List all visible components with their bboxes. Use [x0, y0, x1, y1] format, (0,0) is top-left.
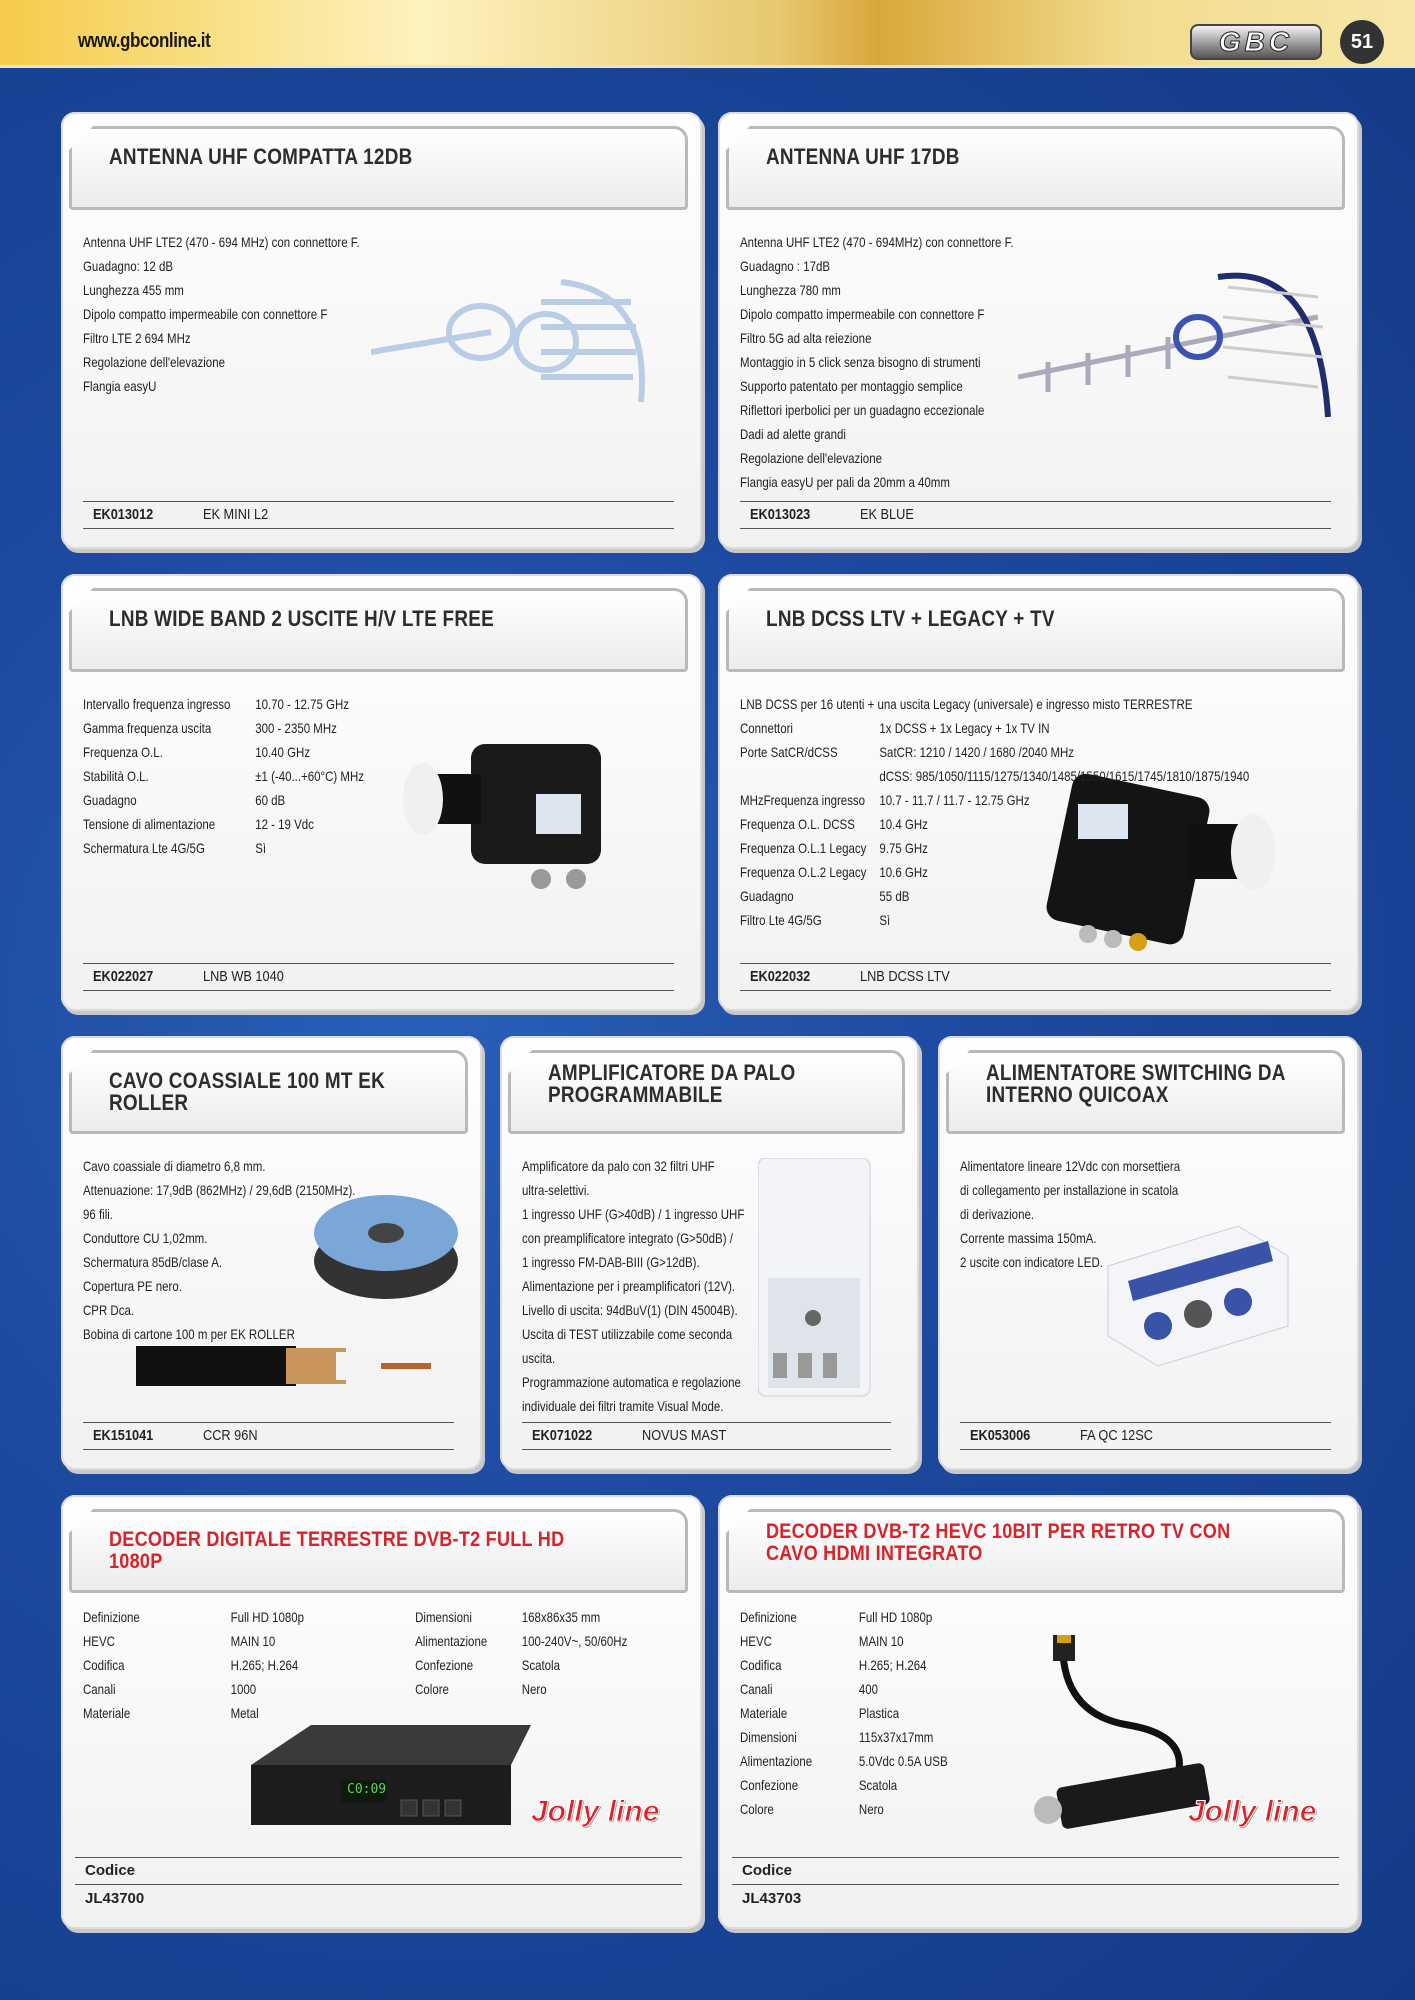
spec-line: Antenna UHF LTE2 (470 - 694 MHz) con connettore F.: [83, 234, 360, 250]
spec-column-right: [415, 1605, 627, 1725]
spec-label: Dimensioni: [415, 1609, 472, 1625]
spec-line: Filtro LTE 2 694 MHz: [83, 330, 191, 346]
spec-value: SatCR: 1210 / 1420 / 1680 /2040 MHz: [879, 744, 1075, 760]
spec-label: Canali: [740, 1681, 773, 1697]
spec-line: Flangia easyU: [83, 378, 157, 394]
spec-value: 9.75 GHz: [879, 840, 928, 856]
spec-row: [740, 1629, 948, 1653]
decoder-image: [251, 1725, 531, 1835]
spec-line: Guadagno: 12 dB: [83, 258, 174, 274]
spec-line: Livello di uscita: 94dBuV(1) (DIN 45004B).: [522, 1302, 738, 1318]
product-title: AMPLIFICATORE DA PALO PROGRAMMABILE: [548, 1060, 796, 1107]
product-title: DECODER DVB-T2 HEVC 10BIT PER RETRO TV CON CAVO HDMI INTEGRATO: [766, 1520, 1231, 1565]
spec-label: Guadagno: [740, 888, 794, 904]
spec-value: Scatola: [521, 1657, 560, 1673]
product-model: CCR 96N: [203, 1427, 258, 1444]
product-title: ANTENNA UHF COMPATTA 12DB: [109, 144, 413, 169]
page-number: 51: [1340, 20, 1384, 64]
spec-label: Confezione: [415, 1657, 474, 1673]
spec-row: [415, 1677, 627, 1701]
spec-row: [740, 884, 1249, 908]
spec-value: 12 - 19 Vdc: [255, 816, 314, 832]
spec-line: di derivazione.: [960, 1206, 1035, 1222]
spec-line: con preamplificatore integrato (G>50dB) /: [522, 1230, 733, 1246]
spec-line: Supporto patentato per montaggio semplice: [740, 378, 963, 394]
spec-row: [83, 1629, 399, 1653]
spec-label: HEVC: [83, 1633, 115, 1649]
spec-line: Bobina di cartone 100 m per EK ROLLER: [83, 1326, 295, 1342]
spec-label: [740, 764, 879, 788]
product-title: CAVO COASSIALE 100 MT EK ROLLER: [109, 1068, 386, 1115]
product-card-amplifier: [500, 1036, 919, 1470]
spec-row: [740, 860, 1249, 884]
spec-value: 100-240V~, 50/60Hz: [521, 1633, 628, 1649]
product-code: EK022027: [93, 968, 154, 985]
product-code: JL43700: [85, 1890, 145, 1907]
amplifier-image: [758, 1158, 873, 1398]
spec-value: ±1 (-40...+60°C) MHz: [255, 768, 365, 784]
spec-list: [740, 1605, 948, 1821]
product-card-decoder-retro: [718, 1495, 1359, 1929]
product-card-antenna-12db: [61, 112, 702, 549]
spec-line: Schermatura 85dB/clase A.: [83, 1254, 223, 1270]
spec-label: Definizione: [740, 1609, 797, 1625]
spec-row: [740, 836, 1249, 860]
spec-line: Amplificatore da palo con 32 filtri UHF: [522, 1158, 715, 1174]
product-title: LNB DCSS LTV + LEGACY + TV: [766, 606, 1055, 631]
spec-label: HEVC: [740, 1633, 772, 1649]
spec-line: 2 uscite con indicatore LED.: [960, 1254, 1103, 1270]
spec-row: [740, 1653, 948, 1677]
spec-label: Tensione di alimentazione: [83, 816, 216, 832]
website-url[interactable]: www.gbconline.it: [78, 30, 211, 52]
spec-list: [740, 692, 1249, 932]
spec-line: Uscita di TEST utilizzabile come seconda: [522, 1326, 733, 1342]
spec-line: Antenna UHF LTE2 (470 - 694MHz) con connettore F.: [740, 234, 1014, 250]
spec-line: Lunghezza 780 mm: [740, 282, 841, 298]
spec-line: Corrente massima 150mA.: [960, 1230, 1097, 1246]
product-model: FA QC 12SC: [1080, 1427, 1153, 1444]
spec-column-left: [83, 1605, 399, 1725]
codice-label: Codice: [75, 1857, 682, 1885]
spec-row: [740, 1605, 948, 1629]
spec-value: Nero: [858, 1801, 884, 1817]
spec-label: Stabilità O.L.: [83, 768, 149, 784]
spec-value: 10.40 GHz: [255, 744, 311, 760]
spec-line: ultra-selettivi.: [522, 1182, 590, 1198]
spec-label: Codifica: [740, 1657, 782, 1673]
product-code: EK013012: [93, 506, 154, 523]
spec-row: [740, 908, 1249, 932]
spec-label: Colore: [415, 1681, 449, 1697]
spec-value: 300 - 2350 MHz: [255, 720, 337, 736]
spec-line: individuale dei filtri tramite Visual Mode.: [522, 1398, 724, 1414]
spec-label: Dimensioni: [740, 1729, 797, 1745]
spec-value: Plastica: [858, 1705, 900, 1721]
spec-value: 10.6 GHz: [879, 864, 928, 880]
spec-label: Porte SatCR/dCSS: [740, 744, 838, 760]
spec-value: Sì: [879, 912, 891, 928]
decoder-display-text: C0:09: [347, 1782, 387, 1797]
code-block: [75, 1857, 682, 1913]
spec-line: Dipolo compatto impermeabile con connettore F: [740, 306, 985, 322]
spec-line: Dipolo compatto impermeabile con connettore F: [83, 306, 328, 322]
product-model: EK MINI L2: [203, 506, 269, 523]
jolly-line-logo: Jolly line: [1188, 1795, 1317, 1828]
spec-row: [740, 1701, 948, 1725]
spec-line: Dadi ad alette grandi: [740, 426, 846, 442]
spec-line: Filtro 5G ad alta reiezione: [740, 330, 872, 346]
spec-list: [522, 1154, 744, 1418]
spec-line: Lunghezza 455 mm: [83, 282, 184, 298]
spec-label: Frequenza O.L. DCSS: [740, 816, 855, 832]
page-header: [0, 0, 1415, 68]
spec-value: MAIN 10: [858, 1633, 904, 1649]
spec-label: Colore: [740, 1801, 774, 1817]
spec-value: H.265; H.264: [230, 1657, 299, 1673]
spec-row: [83, 788, 364, 812]
product-card-coax-cable: [61, 1036, 482, 1470]
spec-row: [83, 692, 364, 716]
product-card-antenna-17db: [718, 112, 1359, 549]
spec-row: [740, 1725, 948, 1749]
spec-value: 1x DCSS + 1x Legacy + 1x TV IN: [879, 720, 1050, 736]
product-code: JL43703: [742, 1890, 802, 1907]
spec-line: Regolazione dell'elevazione: [83, 354, 225, 370]
spec-label: Materiale: [83, 1705, 131, 1721]
spec-row: [83, 836, 364, 860]
spec-line: uscita.: [522, 1350, 556, 1366]
spec-list: [83, 1154, 355, 1346]
product-code: EK053006: [970, 1427, 1031, 1444]
product-card-power-supply: [938, 1036, 1359, 1470]
spec-row: [415, 1605, 627, 1629]
spec-row: [83, 764, 364, 788]
spec-line: Conduttore CU 1,02mm.: [83, 1230, 208, 1246]
spec-value: 10.7 - 11.7 / 11.7 - 12.75 GHz: [879, 792, 1030, 808]
spec-row: [415, 1653, 627, 1677]
spec-row: [740, 1797, 948, 1821]
spec-value: 115x37x17mm: [858, 1729, 934, 1745]
spec-value: Full HD 1080p: [230, 1609, 304, 1625]
spec-line: 96 fili.: [83, 1206, 113, 1222]
product-code: EK071022: [532, 1427, 593, 1444]
spec-row: [83, 716, 364, 740]
spec-list: [740, 230, 1014, 494]
spec-label: Intervallo frequenza ingresso: [83, 696, 231, 712]
product-footer: [960, 1422, 1331, 1450]
spec-value: Full HD 1080p: [858, 1609, 933, 1625]
product-title: LNB WIDE BAND 2 USCITE H/V LTE FREE: [109, 606, 494, 631]
spec-row: [740, 1677, 948, 1701]
spec-label: Alimentazione: [740, 1753, 813, 1769]
spec-row: [83, 1653, 399, 1677]
product-model: LNB WB 1040: [203, 968, 284, 985]
spec-label: MHzFrequenza ingresso: [740, 792, 866, 808]
spec-value: 1000: [230, 1681, 257, 1697]
product-footer: [740, 963, 1331, 991]
spec-list: [83, 692, 364, 860]
spec-label: Definizione: [83, 1609, 140, 1625]
spec-row: [83, 1701, 399, 1725]
spec-value: Metal: [230, 1705, 259, 1721]
spec-value: dCSS: 985/1050/1115/1275/1340/1485/1550/1615/1745/1810/1875/1940: [879, 768, 1250, 784]
spec-label: Gamma frequenza uscita: [83, 720, 212, 736]
spec-list: [960, 1154, 1180, 1274]
spec-label: Canali: [83, 1681, 116, 1697]
gbc-logo: GBC: [1190, 24, 1322, 60]
spec-row: [740, 1749, 948, 1773]
product-model: NOVUS MAST: [642, 1427, 727, 1444]
spec-value: 10.4 GHz: [879, 816, 928, 832]
product-card-decoder-fullhd: [61, 1495, 702, 1929]
spec-line: Regolazione dell'elevazione: [740, 450, 882, 466]
spec-row: [83, 1605, 399, 1629]
spec-label: Schermatura Lte 4G/5G: [83, 840, 205, 856]
spec-line: Alimentazione per i preamplificatori (12V).: [522, 1278, 736, 1294]
spec-value: 168x86x35 mm: [521, 1609, 601, 1625]
spec-label: Guadagno: [83, 792, 137, 808]
product-title: ANTENNA UHF 17DB: [766, 144, 960, 169]
spec-value: MAIN 10: [230, 1633, 276, 1649]
spec-line: Riflettori iperbolici per un guadagno eccezionale: [740, 402, 985, 418]
spec-line: CPR Dca.: [83, 1302, 135, 1318]
spec-list: [83, 230, 360, 398]
spec-line: 1 ingresso UHF (G>40dB) / 1 ingresso UHF: [522, 1206, 745, 1222]
spec-row: [740, 812, 1249, 836]
spec-row: [740, 716, 1249, 740]
product-footer: [522, 1422, 891, 1450]
spec-label: Filtro Lte 4G/5G: [740, 912, 822, 928]
spec-row: [415, 1629, 627, 1653]
spec-value: 60 dB: [255, 792, 286, 808]
spec-value: Scatola: [858, 1777, 898, 1793]
codice-label: Codice: [732, 1857, 1339, 1885]
spec-line: Copertura PE nero.: [83, 1278, 182, 1294]
spec-line: di collegamento per installazione in scatola: [960, 1182, 1179, 1198]
spec-value: 10.70 - 12.75 GHz: [255, 696, 350, 712]
spec-line: 1 ingresso FM-DAB-BIII (G>12dB).: [522, 1254, 700, 1270]
spec-label: Alimentazione: [415, 1633, 488, 1649]
spec-value: 400: [858, 1681, 879, 1697]
spec-row: [740, 740, 1249, 764]
antenna-compact-image: [371, 272, 661, 412]
spec-label: Frequenza O.L.2 Legacy: [740, 864, 867, 880]
jolly-line-logo: Jolly line: [531, 1795, 660, 1828]
spec-value: H.265; H.264: [858, 1657, 927, 1673]
lnb-image: [401, 734, 631, 904]
spec-row: [740, 1773, 948, 1797]
spec-label: Materiale: [740, 1705, 788, 1721]
product-footer: [83, 1422, 454, 1450]
product-title: DECODER DIGITALE TERRESTRE DVB-T2 FULL HD 1080P: [109, 1528, 565, 1573]
spec-value: Nero: [521, 1681, 547, 1697]
spec-list: [83, 1605, 627, 1725]
spec-value: 5.0Vdc 0.5A USB: [858, 1753, 948, 1769]
product-code: EK151041: [93, 1427, 154, 1444]
product-footer: [83, 963, 674, 991]
spec-label: Frequenza O.L.1 Legacy: [740, 840, 867, 856]
spec-line: Alimentatore lineare 12Vdc con morsettiera: [960, 1158, 1181, 1174]
product-title: ALIMENTATORE SWITCHING DA INTERNO QUICOAX: [986, 1060, 1285, 1107]
spec-columns: [83, 1605, 627, 1725]
spec-label: Codifica: [83, 1657, 125, 1673]
code-block: [732, 1857, 1339, 1913]
product-model: EK BLUE: [860, 506, 914, 523]
spec-value: Sì: [255, 840, 267, 856]
spec-label: Frequenza O.L.: [83, 744, 163, 760]
product-card-lnb-wide-band: [61, 574, 702, 1011]
spec-line: Attenuazione: 17,9dB (862MHz) / 29,6dB (2150MHz).: [83, 1182, 356, 1198]
spec-intro: LNB DCSS per 16 utenti + una uscita Legacy (universale) e ingresso misto TERRESTRE: [740, 696, 1193, 712]
product-card-lnb-dcss: [718, 574, 1359, 1011]
antenna-blue-image: [1018, 257, 1338, 437]
product-code: EK013023: [750, 506, 811, 523]
spec-line: Flangia easyU per pali da 20mm a 40mm: [740, 474, 950, 490]
spec-line: Programmazione automatica e regolazione: [522, 1374, 741, 1390]
spec-line: Montaggio in 5 click senza bisogno di strumenti: [740, 354, 981, 370]
spec-label: Connettori: [740, 720, 793, 736]
spec-row: [740, 764, 1249, 788]
product-footer: [740, 501, 1331, 529]
spec-label: Confezione: [740, 1777, 799, 1793]
spec-row: [740, 788, 1249, 812]
product-model: LNB DCSS LTV: [860, 968, 950, 985]
product-footer: [83, 501, 674, 529]
spec-line: Guadagno : 17dB: [740, 258, 831, 274]
spec-value: 55 dB: [879, 888, 910, 904]
product-code: EK022032: [750, 968, 811, 985]
spec-row: [83, 1677, 399, 1701]
spec-row: [83, 740, 364, 764]
spec-line: Cavo coassiale di diametro 6,8 mm.: [83, 1158, 266, 1174]
spec-row: [83, 812, 364, 836]
